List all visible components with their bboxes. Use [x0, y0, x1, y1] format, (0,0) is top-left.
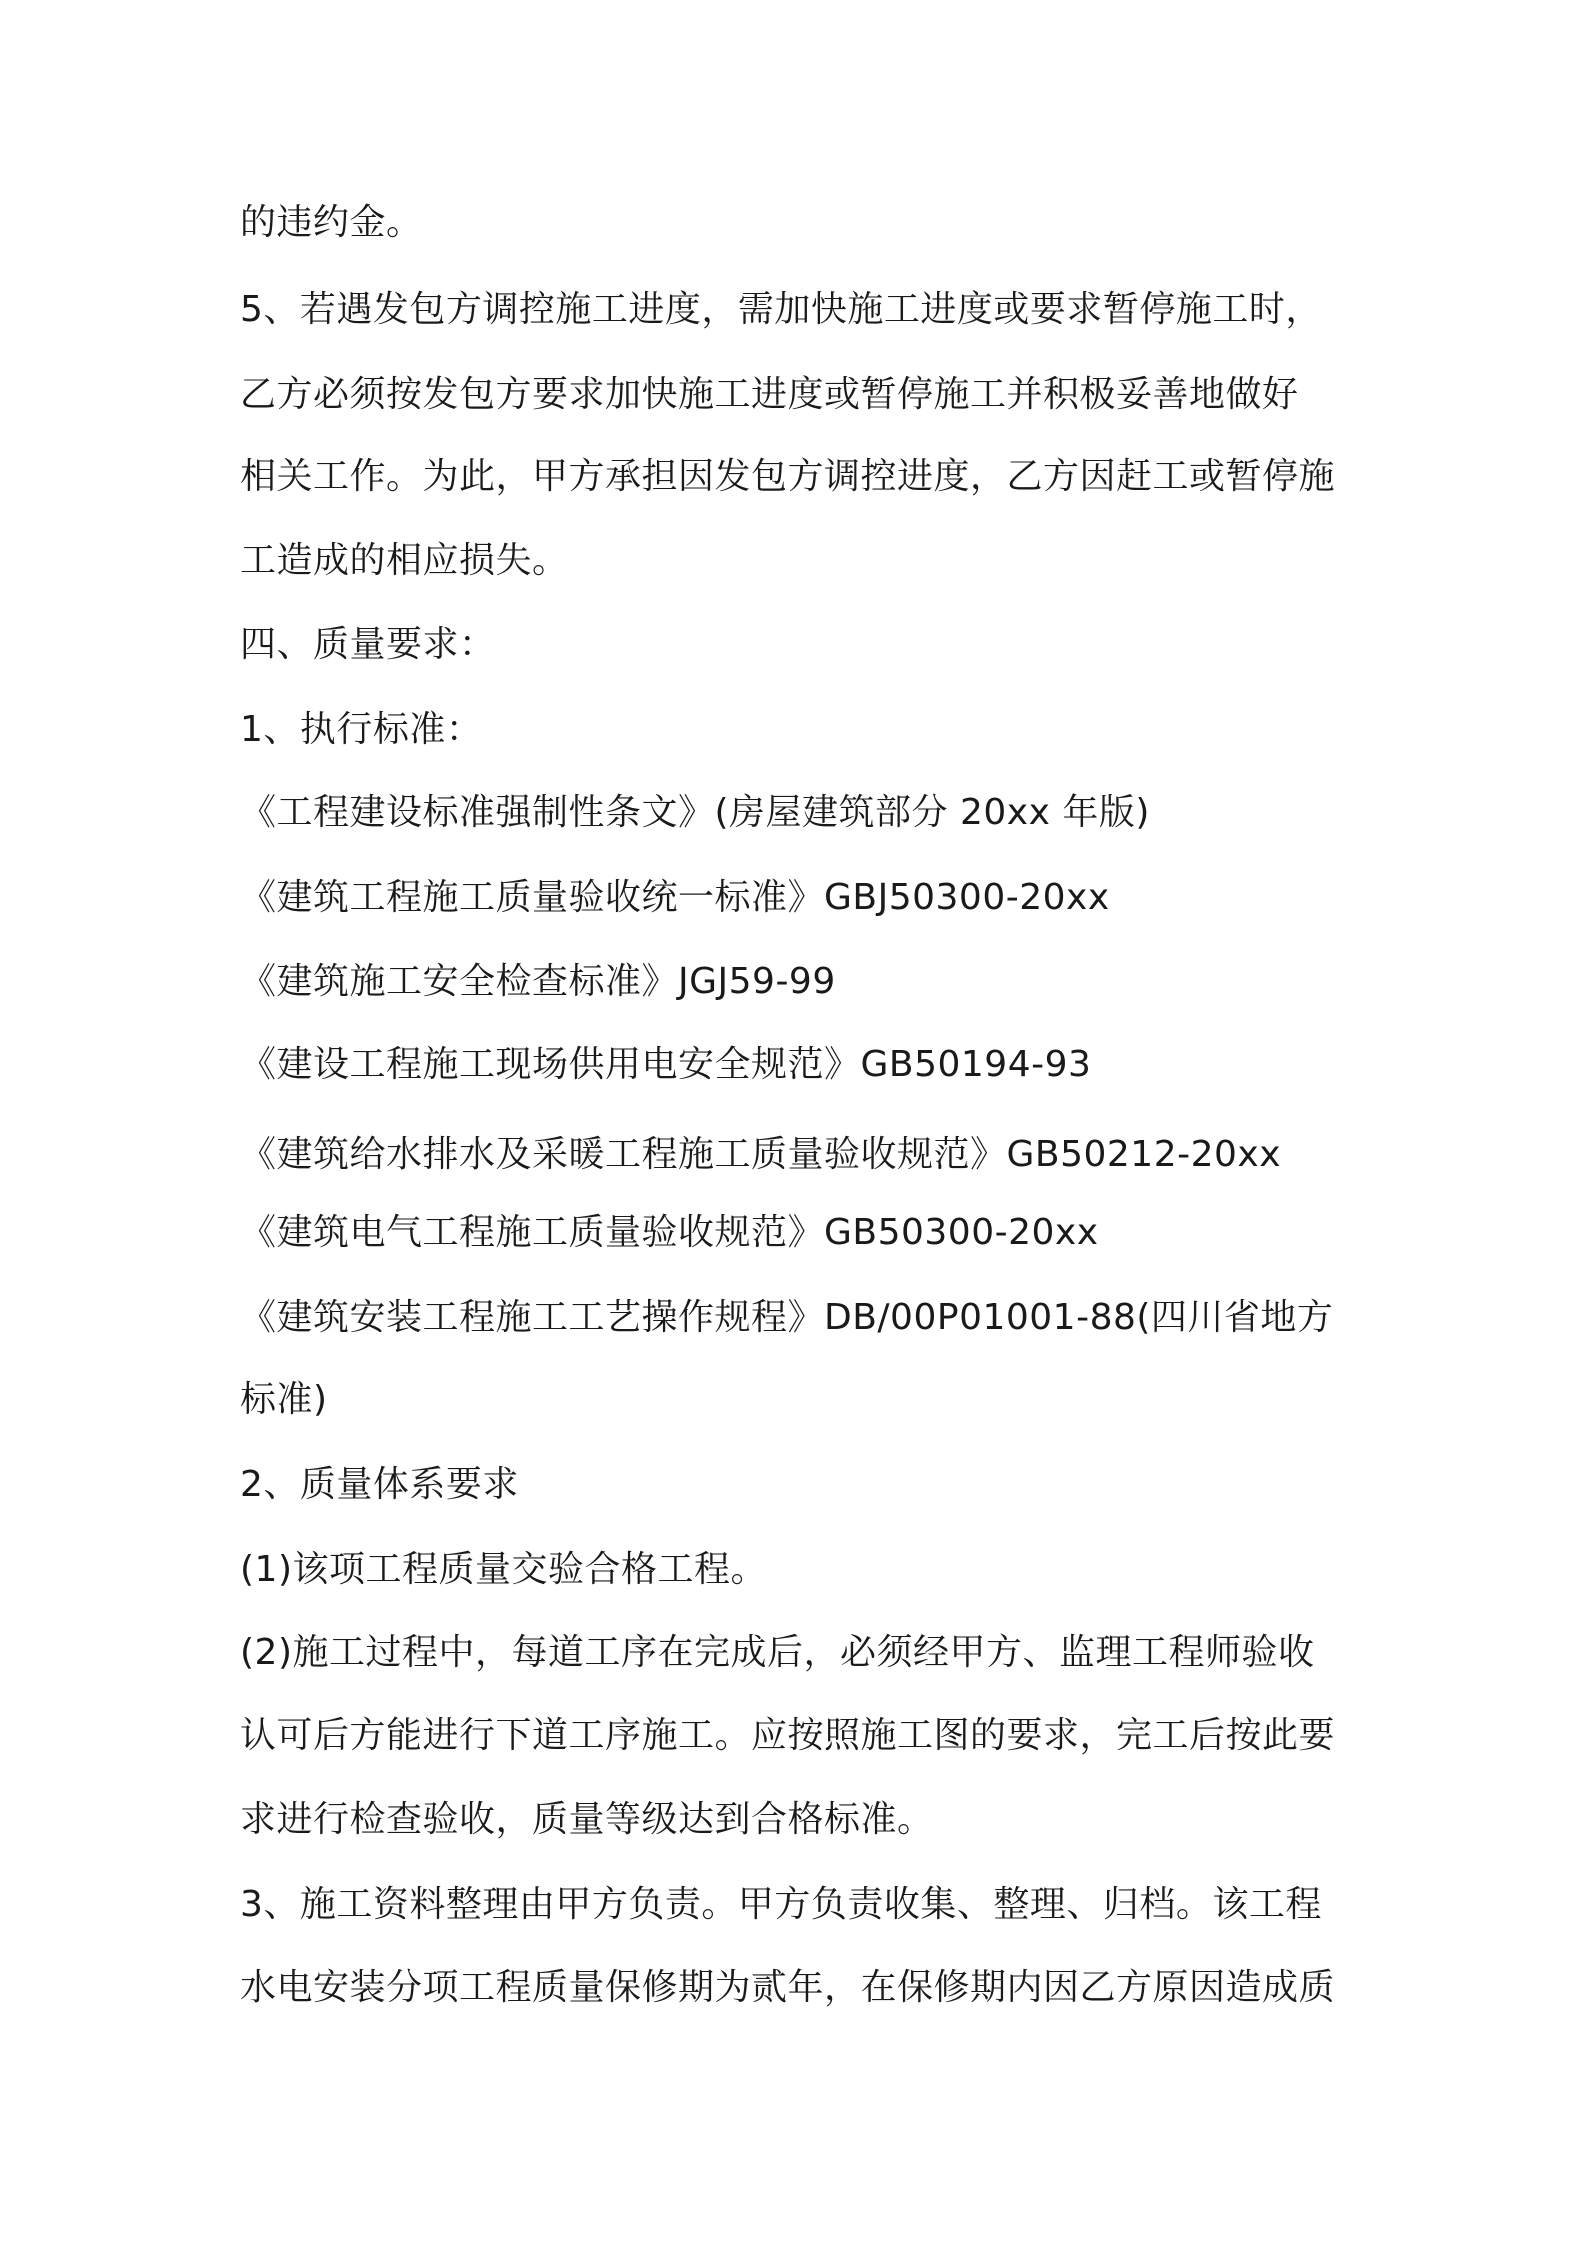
text-line: 认可后方能进行下道工序施工。应按照施工图的要求，完工后按此要: [240, 1715, 1336, 1756]
text-line: 标准): [240, 1379, 328, 1420]
section-heading: 四、质量要求：: [240, 624, 496, 665]
standard-item: 《建筑工程施工质量验收统一标准》GBJ50300-20xx: [240, 877, 1110, 918]
text-line: 水电安装分项工程质量保修期为贰年，在保修期内因乙方原因造成质: [240, 1967, 1336, 2008]
text-line: 5、若遇发包方调控施工进度，需加快施工进度或要求暂停施工时，: [240, 289, 1322, 330]
text-line: 3、施工资料整理由甲方负责。甲方负责收集、整理、归档。该工程: [240, 1884, 1322, 1925]
standard-item: 《建设工程施工现场供用电安全规范》GB50194-93: [240, 1044, 1092, 1085]
standard-item: 《建筑施工安全检查标准》JGJ59-99: [240, 961, 836, 1002]
text-line: 相关工作。为此，甲方承担因发包方调控进度，乙方因赶工或暂停施: [240, 456, 1336, 497]
standard-item: 《工程建设标准强制性条文》(房屋建筑部分 20xx 年版): [240, 792, 1150, 833]
text-line: 1、执行标准：: [240, 709, 483, 750]
text-line: 乙方必须按发包方要求加快施工进度或暂停施工并积极妥善地做好: [240, 374, 1299, 415]
text-line: 求进行检查验收，质量等级达到合格标准。: [240, 1799, 934, 1840]
standard-item: 《建筑电气工程施工质量验收规范》GB50300-20xx: [240, 1212, 1099, 1253]
standard-item: 《建筑给水排水及采暖工程施工质量验收规范》GB50212-20xx: [240, 1134, 1282, 1175]
text-line: 工造成的相应损失。: [240, 540, 569, 581]
text-line: (1)该项工程质量交验合格工程。: [240, 1549, 767, 1590]
text-line: 2、质量体系要求: [240, 1464, 519, 1505]
text-line: (2)施工过程中，每道工序在完成后，必须经甲方、监理工程师验收: [240, 1632, 1315, 1673]
standard-item: 《建筑安装工程施工工艺操作规程》DB/00P01001-88(四川省地方: [240, 1297, 1334, 1338]
text-line: 的违约金。: [240, 202, 423, 243]
